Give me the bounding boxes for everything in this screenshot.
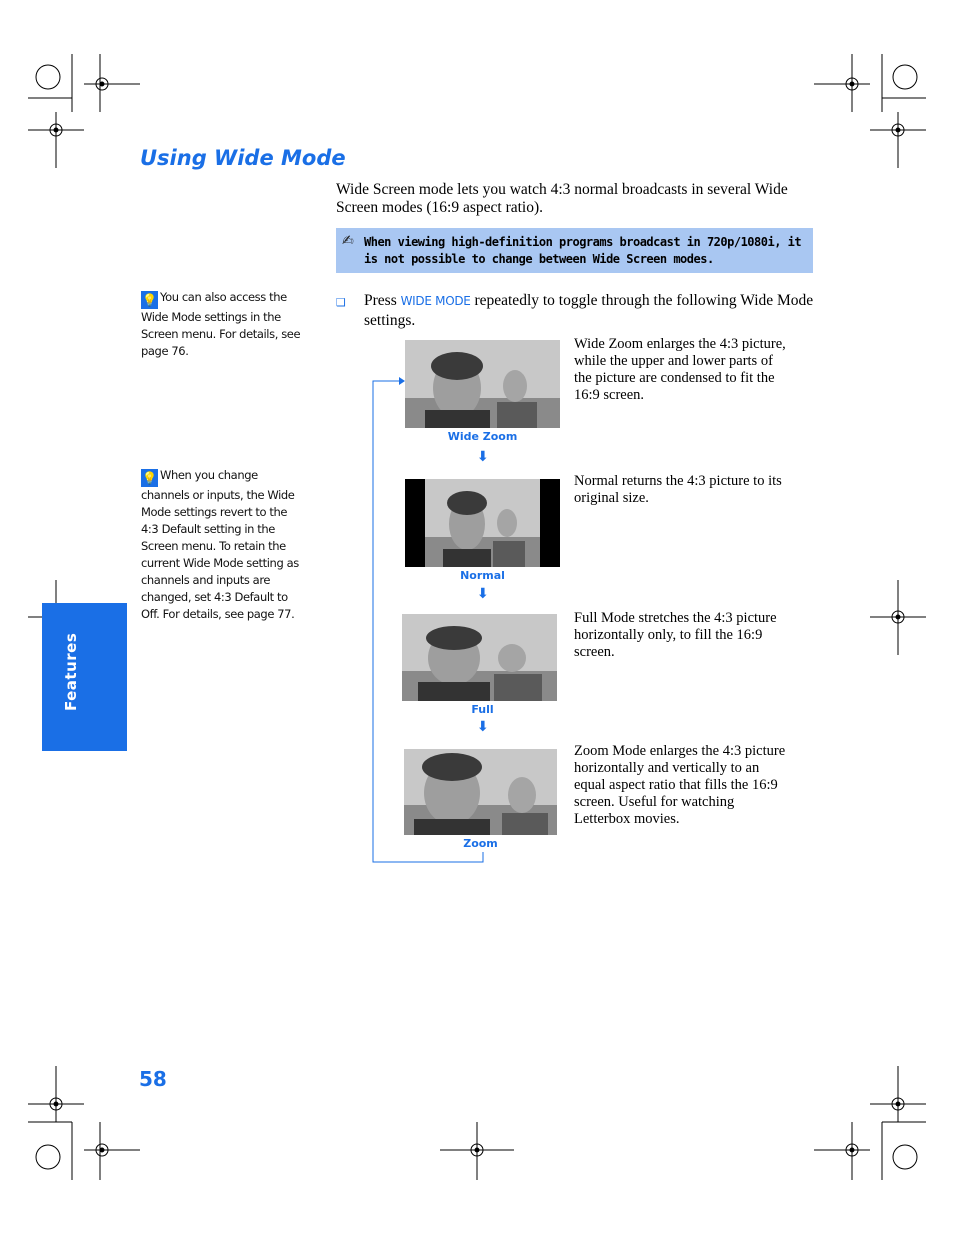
note-pencil-icon: ✍ [342, 233, 354, 249]
desc-wide-zoom: Wide Zoom enlarges the 4:3 picture, while the upper and lower parts of the picture are condensed to fit the 16:9 screen. [574, 336, 786, 403]
wide-zoom-image [405, 340, 560, 428]
step-press: Press [364, 292, 397, 309]
desc-zoom: Zoom Mode enlarges the 4:3 picture horizontally and vertically to an equal aspect ratio that fills the 16:9 screen. Useful for watching Letterbox movies. [574, 743, 786, 827]
note-text: When viewing high-definition programs broadcast in 720p/1080i, it is not possible to change between Wide Screen modes. [364, 235, 802, 266]
desc-full: Full Mode stretches the 4:3 picture horizontally only, to fill the 16:9 screen. [574, 610, 777, 660]
caption-zoom: Zoom [463, 837, 498, 850]
caption-normal: Normal [460, 569, 505, 582]
down-arrow-icon: ⬇ [477, 449, 489, 465]
page-number: 58 [139, 1067, 167, 1091]
step-rest: repeatedly to toggle through the following Wide Mode settings. [364, 292, 814, 329]
down-arrow-icon: ⬇ [477, 586, 489, 602]
lightbulb-icon: 💡 [142, 293, 157, 307]
zoom-image [404, 749, 557, 835]
down-arrow-icon: ⬇ [477, 719, 489, 735]
tip-2-text: When you change channels or inputs, the Wide Mode settings revert to the 4:3 Default setting in the Screen menu. To retain the current Wide Mode setting as channels and inputs are changed, set 4:3 Default to Off. For details, see page 77. [141, 468, 299, 621]
wide-mode-key: WIDE MODE [400, 294, 471, 308]
normal-image [405, 479, 560, 567]
tip-1-text: You can also access the Wide Mode settings in the Screen menu. For details, see page 76. [141, 290, 301, 358]
caption-wide-zoom: Wide Zoom [447, 430, 518, 443]
lightbulb-icon: 💡 [142, 471, 157, 485]
features-side-tab [42, 603, 127, 751]
checkbox-bullet-icon: ❑ [336, 296, 346, 309]
page-title: Using Wide Mode [140, 146, 346, 170]
caption-full: Full [471, 703, 494, 716]
desc-normal: Normal returns the 4:3 picture to its original size. [574, 473, 782, 506]
intro-paragraph: Wide Screen mode lets you watch 4:3 normal broadcasts in several Wide Screen modes (16:9 aspect ratio). [336, 181, 788, 216]
features-tab-label: Features [62, 632, 80, 711]
full-image [402, 614, 557, 701]
